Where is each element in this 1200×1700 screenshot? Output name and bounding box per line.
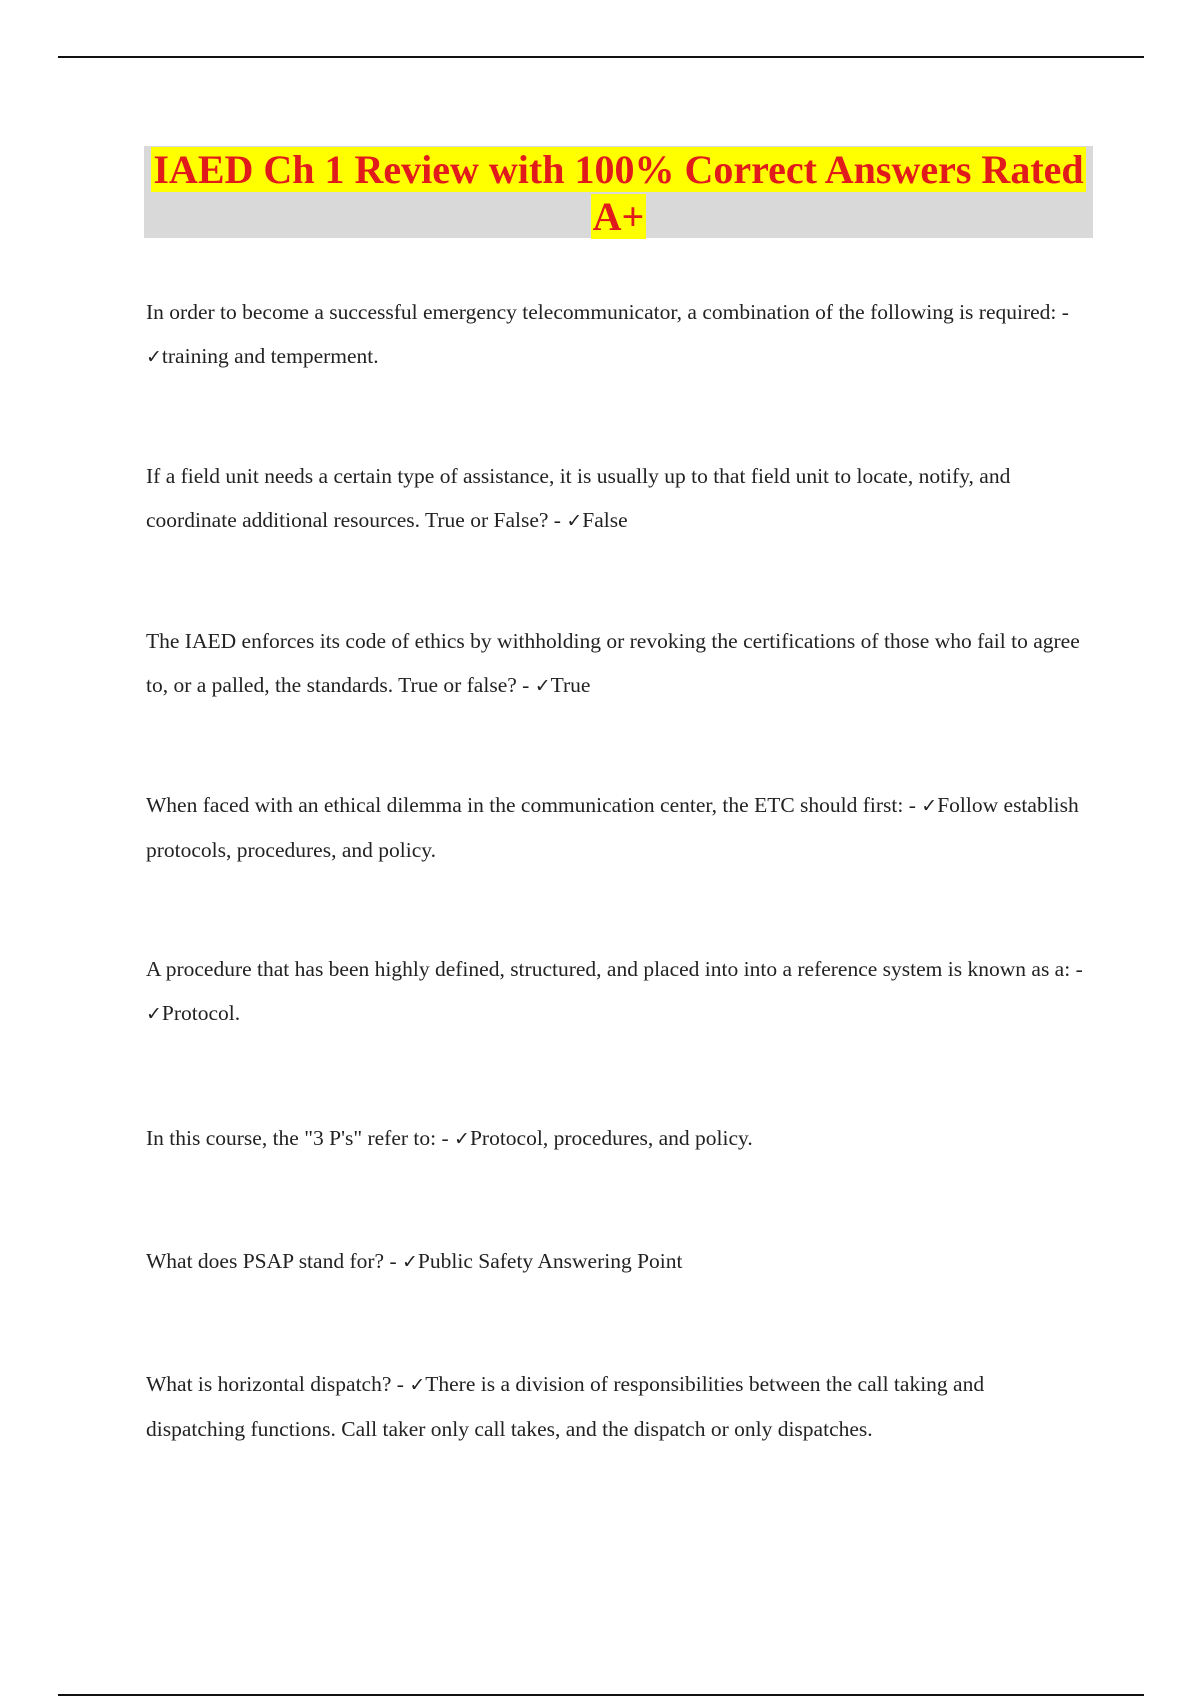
- separator: -: [391, 1372, 410, 1396]
- bottom-rule: [58, 1694, 1144, 1696]
- qa-item: [146, 1239, 1086, 1284]
- qa-item: [146, 783, 1086, 872]
- check-icon: ✓: [146, 346, 162, 368]
- separator: -: [903, 793, 922, 817]
- separator: -: [384, 1249, 402, 1273]
- qa-item: [146, 1362, 1086, 1451]
- check-icon: ✓: [921, 795, 938, 817]
- question-text: In order to become a successful emergency telecommunicator, a combination of the following is required:: [146, 300, 1057, 324]
- answer-text: False: [582, 508, 628, 532]
- qa-item: [146, 1116, 1086, 1161]
- answer-text: Public Safety Answering Point: [417, 1249, 683, 1273]
- title-banner: [144, 146, 1093, 238]
- check-icon: ✓: [566, 510, 583, 532]
- answer-text: Protocol, procedures, and policy.: [469, 1126, 753, 1150]
- question-text: A procedure that has been highly defined, structured, and placed into into a reference system is known as a:: [146, 957, 1071, 981]
- qa-item: [146, 947, 1086, 1036]
- qa-item: [146, 454, 1086, 543]
- question-text: What is horizontal dispatch?: [146, 1372, 392, 1396]
- question-text: If a field unit needs a certain type of assistance, it is usually up to that field unit to locate, notify, and coordinate additional resources. True or False?: [146, 464, 1011, 532]
- separator: -: [1070, 957, 1083, 981]
- document-title: IAED Ch 1 Review with 100% Correct Answers Rated A+: [153, 147, 1084, 239]
- answer-text: Protocol.: [161, 1001, 241, 1025]
- qa-item: [146, 290, 1086, 379]
- qa-item: [146, 619, 1086, 708]
- question-text: When faced with an ethical dilemma in the communication center, the ETC should first:: [146, 793, 904, 817]
- check-icon: ✓: [454, 1128, 470, 1150]
- separator: -: [436, 1126, 455, 1150]
- question-text: The IAED enforces its code of ethics by withholding or revoking the certifications of those who fail to agree to, or a palled, the standards. True or false?: [146, 629, 1080, 697]
- top-rule: [58, 56, 1144, 58]
- answer-text: training and temperment.: [161, 344, 379, 368]
- answer-text: True: [550, 673, 591, 697]
- answer-text: Follow establish protocols, procedures, and policy.: [146, 793, 1079, 862]
- check-icon: ✓: [534, 675, 551, 697]
- answer-text: There is a division of responsibilities between the call taking and dispatching functions. Call taker only call takes, and the dispatch or only dispatches.: [146, 1372, 985, 1441]
- question-text: What does PSAP stand for?: [146, 1249, 385, 1273]
- question-text: In this course, the "3 P's" refer to:: [146, 1126, 437, 1150]
- separator: -: [548, 508, 567, 532]
- check-icon: ✓: [402, 1251, 418, 1273]
- check-icon: ✓: [409, 1374, 426, 1396]
- separator: -: [516, 673, 535, 697]
- separator: -: [1056, 300, 1069, 324]
- check-icon: ✓: [146, 1003, 162, 1025]
